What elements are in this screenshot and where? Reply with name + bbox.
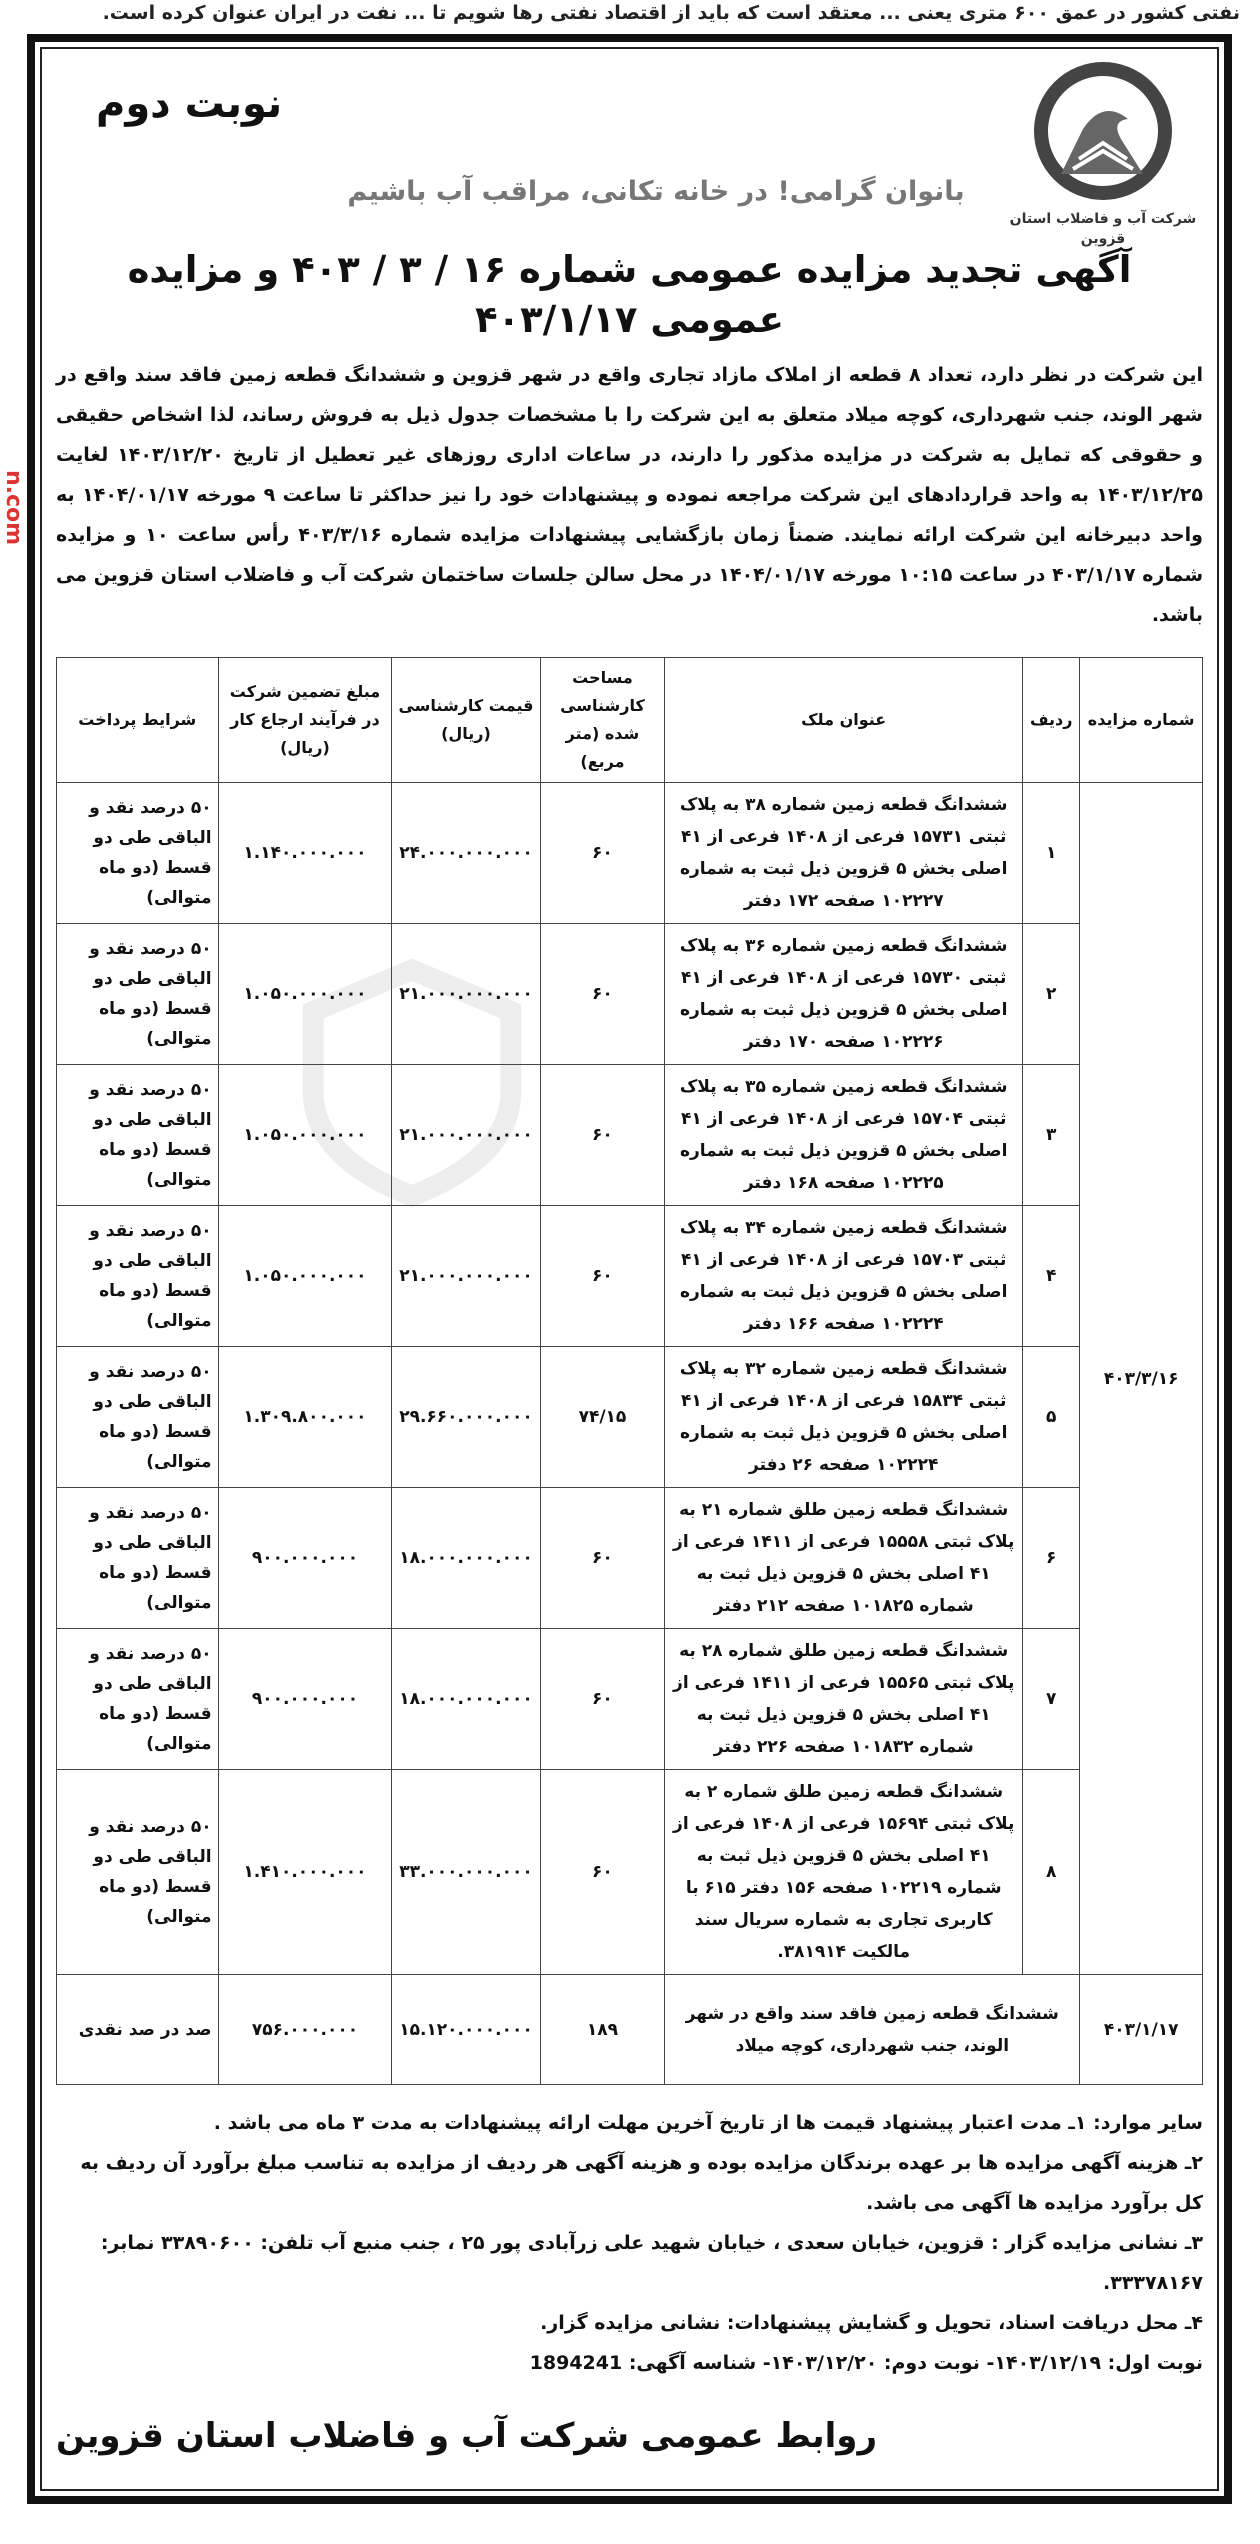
note-3: ۳ـ نشانی مزایده گزار : قزوین، خیابان سعدی ، خیابان شهید علی زرآبادی پور ۲۵ ، جنب منبع آب تلفن: ۳۳۸۹۰۶۰۰ نمابر: ۳۳۳۷۸۱۶۷. xyxy=(100,2232,1203,2294)
header-price: قیمت کارشناسی (ریال) xyxy=(392,658,540,783)
header-area: مساحت کارشناسی شده (متر مربع) xyxy=(540,658,665,783)
guarantee-amount: ۱.۰۵۰.۰۰۰.۰۰۰ xyxy=(218,1065,392,1206)
payment-terms: ۵۰ درصد نقد و الباقی طی دو قسط (دو ماه متوالی) xyxy=(57,1347,219,1488)
table-header-row xyxy=(57,658,1203,783)
table-row xyxy=(57,1975,1203,2085)
auction-table xyxy=(56,657,1203,2085)
table-row xyxy=(57,1206,1203,1347)
area: ۶۰ xyxy=(540,1629,665,1770)
table-row xyxy=(57,1065,1203,1206)
payment-terms: ۵۰ درصد نقد و الباقی طی دو قسط (دو ماه متوالی) xyxy=(57,783,219,924)
row-number: ۴ xyxy=(1023,1206,1080,1347)
property-title: ششدانگ قطعه زمین شماره ۳۵ به پلاک ثبتی ۱۵۷۰۴ فرعی از ۱۴۰۸ فرعی از ۴۱ اصلی بخش ۵ قزوین ذیل ثبت به شماره ۱۰۲۲۲۵ صفحه ۱۶۸ دفتر xyxy=(665,1065,1023,1206)
header-payment: شرایط پرداخت xyxy=(57,658,219,783)
guarantee-amount: ۹۰۰.۰۰۰.۰۰۰ xyxy=(218,1629,392,1770)
row-number: ۸ xyxy=(1023,1770,1080,1975)
auction-number: ۴۰۳/۱/۱۷ xyxy=(1080,1975,1203,2085)
expert-price: ۲۴.۰۰۰.۰۰۰.۰۰۰ xyxy=(392,783,540,924)
area: ۶۰ xyxy=(540,1206,665,1347)
guarantee-amount: ۷۵۶.۰۰۰.۰۰۰ xyxy=(218,1975,392,2085)
property-title: ششدانگ قطعه زمین شماره ۳۸ به پلاک ثبتی ۱۵۷۳۱ فرعی از ۱۴۰۸ فرعی از ۴۱ اصلی بخش ۵ قزوین ذیل ثبت به شماره ۱۰۲۲۲۷ صفحه ۱۷۲ دفتر xyxy=(665,783,1023,924)
payment-terms: ۵۰ درصد نقد و الباقی طی دو قسط (دو ماه متوالی) xyxy=(57,1770,219,1975)
table-row xyxy=(57,1629,1203,1770)
table-row xyxy=(57,783,1203,924)
expert-price: ۲۱.۰۰۰.۰۰۰.۰۰۰ xyxy=(392,924,540,1065)
header-area xyxy=(56,49,1203,247)
logo-caption: شرکت آب و فاضلاب استان قزوین xyxy=(1009,211,1197,247)
payment-terms: صد در صد نقدی xyxy=(57,1975,219,2085)
table-row xyxy=(57,1770,1203,1975)
footer-signature: روابط عمومی شرکت آب و فاضلاب استان قزوین xyxy=(56,2416,878,2456)
property-title: ششدانگ قطعه زمین شماره ۳۲ به پلاک ثبتی ۱۵۸۳۴ فرعی از ۱۴۰۸ فرعی از ۴۱ اصلی بخش ۵ قزوین ذیل ثبت به شماره ۱۰۲۲۲۴ صفحه ۲۶ دفتر xyxy=(665,1347,1023,1488)
payment-terms: ۵۰ درصد نقد و الباقی طی دو قسط (دو ماه متوالی) xyxy=(57,924,219,1065)
payment-terms: ۵۰ درصد نقد و الباقی طی دو قسط (دو ماه متوالی) xyxy=(57,1206,219,1347)
guarantee-amount: ۱.۳۰۹.۸۰۰.۰۰۰ xyxy=(218,1347,392,1488)
row-number: ۶ xyxy=(1023,1488,1080,1629)
expert-price: ۲۱.۰۰۰.۰۰۰.۰۰۰ xyxy=(392,1065,540,1206)
round-label: نوبت دوم xyxy=(96,81,283,127)
property-title: ششدانگ قطعه زمین طلق شماره ۲۸ به پلاک ثبتی ۱۵۵۶۵ فرعی از ۱۴۱۱ فرعی از ۴۱ اصلی بخش ۵ قزوین ذیل ثبت به شماره ۱۰۱۸۳۲ صفحه ۲۲۶ دفتر xyxy=(665,1629,1023,1770)
row-number: ۷ xyxy=(1023,1629,1080,1770)
expert-price: ۲۱.۰۰۰.۰۰۰.۰۰۰ xyxy=(392,1206,540,1347)
note-4: ۴ـ محل دریافت اسناد، تحویل و گشایش پیشنهادات: نشانی مزایده گزار. xyxy=(540,2312,1203,2334)
row-number: ۵ xyxy=(1023,1347,1080,1488)
property-title: ششدانگ قطعه زمین فاقد سند واقع در شهر الوند، جنب شهرداری، کوچه میلاد xyxy=(665,1975,1080,2085)
area: ۶۰ xyxy=(540,1065,665,1206)
expert-price: ۱۸.۰۰۰.۰۰۰.۰۰۰ xyxy=(392,1629,540,1770)
table-row xyxy=(57,1347,1203,1488)
expert-price: ۳۳.۰۰۰.۰۰۰.۰۰۰ xyxy=(392,1770,540,1975)
table-row xyxy=(57,924,1203,1065)
table-row xyxy=(57,1488,1203,1629)
header-guarantee: مبلغ تضمین شرکت در فرآیند ارجاع کار (ریال) xyxy=(218,658,392,783)
guarantee-amount: ۱.۰۵۰.۰۰۰.۰۰۰ xyxy=(218,1206,392,1347)
property-title: ششدانگ قطعه زمین شماره ۳۴ به پلاک ثبتی ۱۵۷۰۳ فرعی از ۱۴۰۸ فرعی از ۴۱ اصلی بخش ۵ قزوین ذیل ثبت به شماره ۱۰۲۲۲۴ صفحه ۱۶۶ دفتر xyxy=(665,1206,1023,1347)
row-number: ۳ xyxy=(1023,1065,1080,1206)
area: ۶۰ xyxy=(540,1488,665,1629)
guarantee-amount: ۱.۰۵۰.۰۰۰.۰۰۰ xyxy=(218,924,392,1065)
area: ۶۰ xyxy=(540,924,665,1065)
area: ۶۰ xyxy=(540,1770,665,1975)
expert-price: ۱۸.۰۰۰.۰۰۰.۰۰۰ xyxy=(392,1488,540,1629)
payment-terms: ۵۰ درصد نقد و الباقی طی دو قسط (دو ماه متوالی) xyxy=(57,1629,219,1770)
area: ۶۰ xyxy=(540,783,665,924)
area: ۷۴/۱۵ xyxy=(540,1347,665,1488)
header-auction-no: شماره مزایده xyxy=(1080,658,1203,783)
guarantee-amount: ۱.۴۱۰.۰۰۰.۰۰۰ xyxy=(218,1770,392,1975)
slogan: بانوان گرامی! در خانه تکانی، مراقب آب باشیم xyxy=(347,176,965,207)
stamp-fragment: n.com xyxy=(1,470,26,546)
intro-paragraph: این شرکت در نظر دارد، تعداد ۸ قطعه از املاک مازاد تجاری واقع در شهر قزوین و ششدانگ قطعه زمین فاقد سند واقع در شهر الوند، جنب شهرداری، کوچه میلاد متعلق به این شرکت را با مشخصات جدول ذیل به فروش رساند، لذا اشخاص حقیقی و حقوقی که تمایل به شرکت در مزایده مذکور را دارند، در ساعات اداری روزهای غیر تعطیل از تاریخ ۱۴۰۳/۱۲/۲۰ لغایت ۱۴۰۳/۱۲/۲۵ به واحد قراردادهای این شرکت مراجعه نموده و پیشنهادات خود را نیز حداکثر تا ساعت ۹ مورخه ۱۴۰۴/۰۱/۱۷ به واحد دبیرخانه این شرکت ارائه نمایند. ضمناً زمان بازگشایی پیشنهادات مزایده شماره ۴۰۳/۳/۱۶ رأس ساعت ۱۰ و مزایده شماره ۴۰۳/۱/۱۷ در ساعت ۱۰:۱۵ مورخه ۱۴۰۴/۰۱/۱۷ در محل سالن جلسات ساختمان شرکت آب و فاضلاب استان قزوین می باشد. xyxy=(56,364,1204,626)
previous-article-tail: نفتی کشور در عمق ۶۰۰ متری یعنی ... معتقد است که باید از اقتصاد نفتی رها شویم تا ... نفت در ایران عنوان کرده است. xyxy=(102,2,1240,24)
guarantee-amount: ۱.۱۴۰.۰۰۰.۰۰۰ xyxy=(218,783,392,924)
auction-number: ۴۰۳/۳/۱۶ xyxy=(1080,783,1203,1975)
company-logo-icon xyxy=(1003,59,1203,209)
row-number: ۱ xyxy=(1023,783,1080,924)
note-1: سایر موارد: ۱ـ مدت اعتبار پیشنهاد قیمت ها از تاریخ آخرین مهلت ارائه پیشنهادات به مدت ۳ ماه می باشد . xyxy=(213,2112,1203,2134)
payment-terms: ۵۰ درصد نقد و الباقی طی دو قسط (دو ماه متوالی) xyxy=(57,1065,219,1206)
notes-section xyxy=(56,2103,1203,2383)
header-title: عنوان ملک xyxy=(665,658,1023,783)
expert-price: ۲۹.۶۶۰.۰۰۰.۰۰۰ xyxy=(392,1347,540,1488)
publication-dates: نوبت اول: ۱۴۰۳/۱۲/۱۹- نوبت دوم: ۱۴۰۳/۱۲/۲۰- شناسه آگهی: 1894241 xyxy=(529,2352,1203,2374)
guarantee-amount: ۹۰۰.۰۰۰.۰۰۰ xyxy=(218,1488,392,1629)
area: ۱۸۹ xyxy=(540,1975,665,2085)
note-2: ۲ـ هزینه آگهی مزایده ها بر عهده برندگان مزایده بوده و هزینه آگهی هر ردیف از مزایده به تناسب مبلغ برآورد آن ردیف به کل برآورد مزایده ها آگهی می باشد. xyxy=(80,2152,1203,2214)
payment-terms: ۵۰ درصد نقد و الباقی طی دو قسط (دو ماه متوالی) xyxy=(57,1488,219,1629)
inner-border xyxy=(40,47,1219,2491)
header-row: ردیف xyxy=(1023,658,1080,783)
advertisement-frame xyxy=(27,34,1232,2504)
expert-price: ۱۵.۱۲۰.۰۰۰.۰۰۰ xyxy=(392,1975,540,2085)
property-title: ششدانگ قطعه زمین طلق شماره ۲۱ به پلاک ثبتی ۱۵۵۵۸ فرعی از ۱۴۱۱ فرعی از ۴۱ اصلی بخش ۵ قزوین ذیل ثبت به شماره ۱۰۱۸۲۵ صفحه ۲۱۲ دفتر xyxy=(665,1488,1023,1629)
row-number: ۲ xyxy=(1023,924,1080,1065)
page-title: آگهی تجدید مزایده عمومی شماره ۱۶ / ۳ / ۴۰۳ و مزایده عمومی ۴۰۳/۱/۱۷ xyxy=(127,248,1132,341)
property-title: ششدانگ قطعه زمین شماره ۳۶ به پلاک ثبتی ۱۵۷۳۰ فرعی از ۱۴۰۸ فرعی از ۴۱ اصلی بخش ۵ قزوین ذیل ثبت به شماره ۱۰۲۲۲۶ صفحه ۱۷۰ دفتر xyxy=(665,924,1023,1065)
property-title: ششدانگ قطعه زمین طلق شماره ۲ به پلاک ثبتی ۱۵۶۹۴ فرعی از ۱۴۰۸ فرعی از ۴۱ اصلی بخش ۵ قزوین ذیل ثبت به شماره ۱۰۲۲۱۹ صفحه ۱۵۶ دفتر ۶۱۵ با کاربری تجاری به شماره سریال سند مالکیت ۳۸۱۹۱۴. xyxy=(665,1770,1023,1975)
